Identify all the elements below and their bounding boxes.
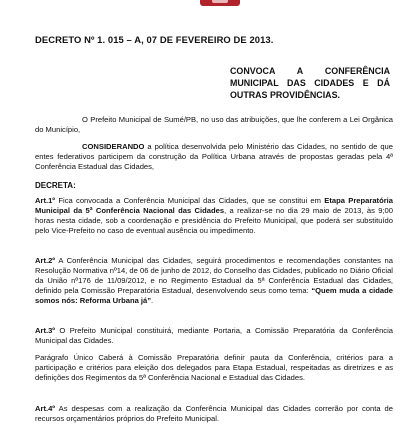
article-2-theme: “Quem muda a cidade somos nós: Reforma Urbana já” <box>35 286 393 305</box>
article-1-bold: Etapa Preparatória Municipal da 5ª Conferência Nacional das Cidades <box>35 196 393 215</box>
article-1-text-end: , a realizar-se no dia 29 maio de 2013, às 9;00 horas nesta cidade, sob a coordenação e presidência do Prefeito Municipal, que poderá ser substituído pelo Vice-Prefeito no caso de eventual ausência ou impedimento. <box>35 206 393 235</box>
article-2-end: . <box>151 296 154 305</box>
preamble-text: O Prefeito Municipal de Sumé/PB, no uso das atribuições, que lhe conferem a Lei Orgânica do Município, <box>35 115 393 134</box>
article-3-label: Art.3º <box>35 326 56 335</box>
article-1 <box>35 196 393 236</box>
decree-title: DECRETO Nº 1. 015 – A, 07 DE FEVEREIRO DE 2013. <box>35 34 274 45</box>
decree-summary: CONVOCA A CONFERÊNCIA MUNICIPAL DAS CIDADES E DÁ OUTRAS PROVIDÊNCIAS. <box>230 66 390 100</box>
decreta-heading: DECRETA: <box>35 181 76 190</box>
article-3-text: O Prefeito Municipal constituirá, mediante Portaria, a Comissão Preparatória da Conferência Municipal das Cidades. <box>35 326 393 345</box>
article-2-text: A Conferência Municipal das Cidades, seguirá procedimentos e recomendações constantes na Resolução Normativa nº14, de 06 de junho de 2012, do Conselho das Cidades, publicado no Diário Oficial da União nº176 de 11/09/2012, e no Regimento Estadual da 5ª Conferência Estadual das Cidades, definido pela Comissão Preparatória Estadual, desenvolvendo seus como tema: <box>35 256 393 295</box>
paragrafo-unico: Parágrafo Único Caberá à Comissão Preparatória definir pauta da Conferência, critérios para a participação e critérios para eleição dos delegados para Etapa Estadual, respeitadas as diretrizes e as definições dos Regimentos da 5ª Conferência Nacional e Estadual das Cidades. <box>35 353 393 382</box>
crest-detail <box>212 0 228 3</box>
article-4 <box>35 404 393 424</box>
article-4-label: Art.4º <box>35 404 56 413</box>
article-1-label: Art.1º <box>35 196 56 205</box>
article-2-label: Art.2º <box>35 256 56 265</box>
article-2 <box>35 256 393 306</box>
preamble-paragraph <box>35 115 393 135</box>
article-4-text: As despesas com a realização da Conferência Municipal das Cidades correrão por conta de recursos orçamentários próprios do Prefeito Municipal. <box>35 404 393 423</box>
considerando-paragraph <box>35 142 393 172</box>
considerando-label: CONSIDERANDO <box>82 142 145 151</box>
article-1-text: Fica convocada a Conferência Municipal das Cidades, que se constitui em <box>55 196 325 205</box>
article-3 <box>35 326 393 346</box>
considerando-text: a política desenvolvida pelo Ministério das Cidades, no sentido de que entes federativos participem da construção da Política Urbana através de propostas geradas pela 4ª Conferência Estadual das Cidades, <box>35 142 393 171</box>
